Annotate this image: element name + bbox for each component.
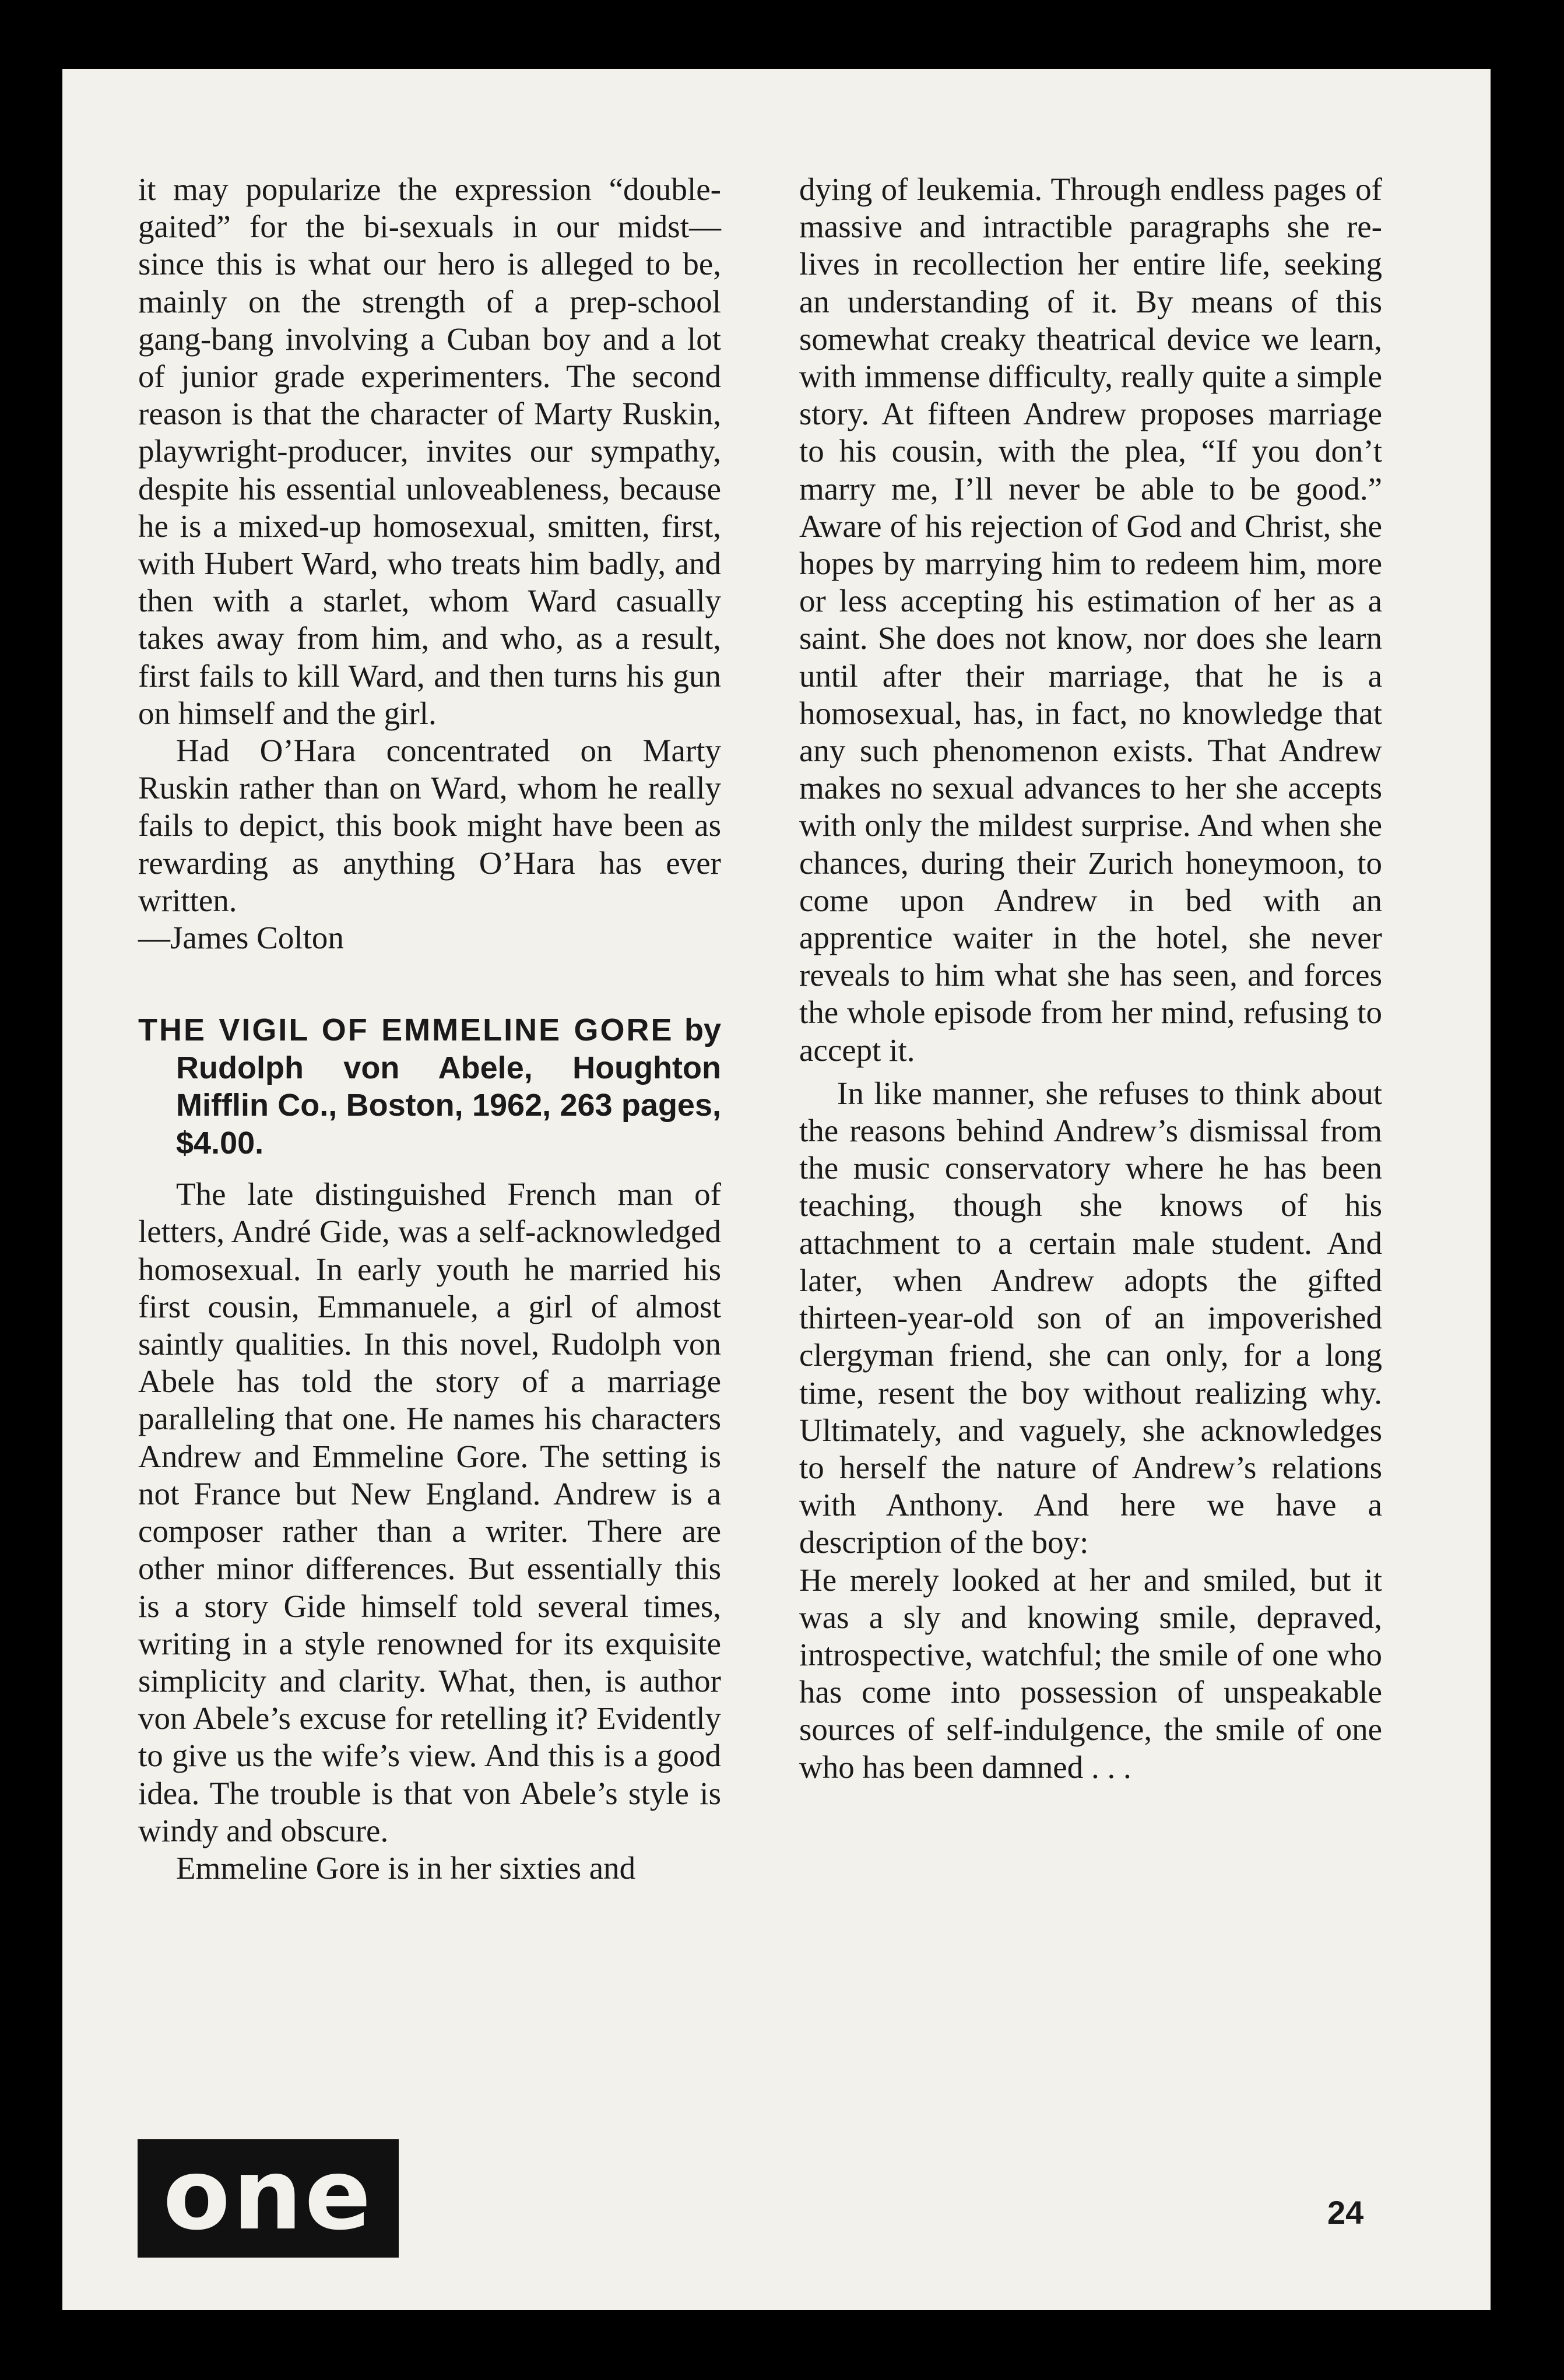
magazine-page (62, 69, 1491, 2310)
review-paragraph-continued: dying of leukemia. Through endless pages of massive and intractible paragraphs she re-lives in recollection her entire life, seeking an understanding of it. By means of this somewhat creaky theatrical device we learn, with immense difficulty, really quite a simple story. At fifteen Andrew proposes marriage to his cousin, with the plea, “If you don’t marry me, I’ll never be able to be good.” Aware of his rejection of God and Christ, she hopes by marrying him to redeem him, more or less accepting his estimation of her as a saint. She does not know, nor does she learn until after their marriage, that he is a homosexual, has, in fact, no knowledge that any such phenomenon exists. That Andrew makes no sexual advances to her she accepts with only the mildest surprise. And when she chances, during their Zurich honeymoon, to come upon Andrew in bed with an apprentice waiter in the hotel, she never reveals to him what she has seen, and forces the whole episode from her mind, refusing to accept it. (799, 171, 1382, 1068)
book-title: THE VIGIL OF EMMELINE GORE (138, 1013, 674, 1048)
book-review-heading (138, 1011, 721, 1162)
page-number: 24 (1327, 2194, 1364, 2231)
review-byline: —James Colton (138, 920, 344, 956)
left-column (138, 171, 721, 1887)
magazine-logo (138, 2139, 399, 2258)
book-quotation: He merely looked at her and smiled, but it was a sly and knowing smile, depraved, introspective, watchful; the smile of one who has come into possession of unspeakable sources of self-indulgence, the smile of one who has been damned . . . (799, 1562, 1382, 1785)
review-paragraph: In like manner, she refuses to think about the reasons behind Andrew’s dismissal from the music conservatory where he has been teaching, though she knows of his attachment to a certain male student. And later, when Andrew adopts the gifted thirteen-year-old son of an impoverished clergyman friend, she can only, for a long time, resent the boy without realizing why. Ultimately, and vaguely, she acknowledges to herself the nature of Andrew’s relations with Anthony. And here we have a description of the boy: (799, 1075, 1382, 1560)
right-column (799, 171, 1382, 1786)
review-continuation-paragraph: it may popularize the expression “double-gaited” for the bi-sexuals in our midst—since this is what our hero is alleged to be, mainly on the strength of a prep-school gang-bang involving a Cuban boy and a lot of junior grade experimenters. The second reason is that the character of Marty Ruskin, playwright-producer, invites our sympathy, despite his essential unloveableness, because he is a mixed-up homosexual, smitten, first, with Hubert Ward, who treats him badly, and then with a starlet, whom Ward casually takes away from him, and who, as a result, first fails to kill Ward, and then turns his gun on himself and the girl. (138, 171, 721, 731)
book-details: by Rudolph von Abele, Houghton Mifflin Co., Boston, 1962, 263 pages, $4.00. (176, 1013, 721, 1161)
review-paragraph: The late distinguished French man of letters, André Gide, was a self-acknowledged homosexual. In early youth he married his first cousin, Emmanuele, a girl of almost saintly qualities. In this novel, Rudolph von Abele has told the story of a marriage paralleling that one. He names his characters Andrew and Emmeline Gore. The setting is not France but New England. Andrew is a composer rather than a writer. There are other minor differences. But essentially this is a story Gide himself told several times, writing in a style renowned for its exquisite simplicity and clarity. What, then, is author von Abele’s excuse for retelling it? Evidently to give us the wife’s view. And this is a good idea. The trouble is that von Abele’s style is windy and obscure. (138, 1176, 721, 1848)
magazine-logo-text: one (163, 2137, 374, 2252)
review-conclusion-paragraph: Had O’Hara concentrated on Marty Ruskin rather than on Ward, whom he really fails to depict, this book might have been as rewarding as anything O’Hara has ever written. (138, 733, 721, 918)
review-paragraph-start: Emmeline Gore is in her sixties and (176, 1850, 636, 1886)
